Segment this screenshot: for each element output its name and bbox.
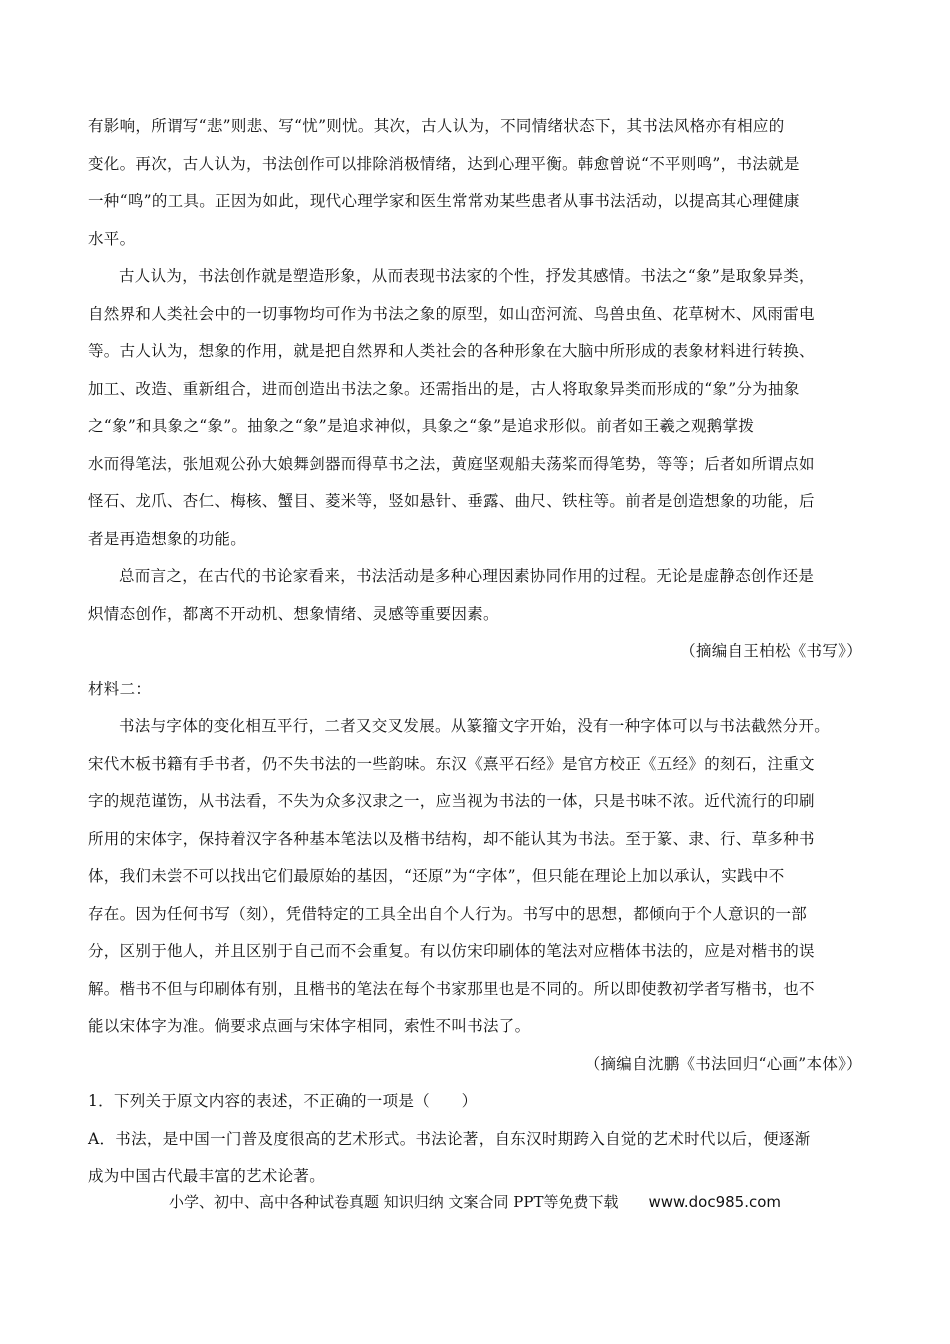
- text-line: 之“象”和具象之“象”。抽象之“象”是追求神似，具象之“象”是追求形似。前者如王羲之观鹅掌拨: [88, 417, 755, 435]
- text-line: 自然界和人类社会中的一切事物均可作为书法之象的原型，如山峦河流、鸟兽虫鱼、花草树木、风雨雷电: [88, 304, 815, 323]
- text-line: 体，我们未尝不可以找出它们最原始的基因，“还原”为“字体”，但只能在理论上加以承认，实践中不: [88, 867, 785, 885]
- text-line: 宋代木板书籍有手书者，仍不失书法的一些韵味。东汉《熹平石经》是官方校正《五经》的刻石，注重文: [88, 754, 815, 773]
- question-1: 1．下列关于原文内容的表述，不正确的一项是（ ）: [88, 1092, 478, 1110]
- text-line: 古人认为，书法创作就是塑造形象，从而表现书法家的个性，抒发其感情。书法之“象”是取象异类，: [119, 267, 815, 285]
- text-line: 字的规范谨饬，从书法看，不失为众多汉隶之一，应当视为书法的一体，只是书味不浓。近代流行的印刷: [88, 792, 815, 810]
- material1-paragraph-2: [88, 258, 862, 558]
- text-line: 水而得笔法，张旭观公孙大娘舞剑器而得草书之法，黄庭坚观船夫荡桨而得笔势，等等；后者如所谓点如: [88, 454, 815, 473]
- text-line: 炽情态创作，都离不开动机、想象情绪、灵感等重要因素。: [88, 604, 499, 623]
- page-footer: [0, 1190, 950, 1214]
- option-a: [88, 1121, 862, 1196]
- text-line: 能以宋体字为准。倘要求点画与宋体字相同，索性不叫书法了。: [88, 1017, 531, 1035]
- document-body: [88, 108, 862, 1196]
- text-line: 总而言之，在古代的书论家看来，书法活动是多种心理因素协同作用的过程。无论是虚静态创作还是: [119, 567, 815, 585]
- text-line: 等。古人认为，想象的作用，就是把自然界和人类社会的各种形象在大脑中所形成的表象材料进行转换、: [88, 342, 815, 360]
- text-line: A．书法，是中国一门普及度很高的艺术形式。书法论著，自东汉时期跨入自觉的艺术时代以后，便逐渐: [88, 1129, 811, 1148]
- material1-paragraph-1: [88, 108, 862, 258]
- text-line: 加工、改造、重新组合，进而创造出书法之象。还需指出的是，古人将取象异类而形成的“象”分为抽象: [88, 379, 800, 398]
- material1-paragraph-3: [88, 558, 862, 633]
- source-citation-2: （摘编自沈鹏《书法回归“心画”本体》）: [584, 1054, 862, 1073]
- footer-text: 小学、初中、高中各种试卷真题 知识归纳 文案合同 PPT等免费下载: [168, 1193, 619, 1211]
- text-line: 者是再造想象的功能。: [88, 529, 247, 548]
- text-line: 书法与字体的变化相互平行，二者又交叉发展。从篆籀文字开始，没有一种字体可以与书法截然分开。: [119, 717, 831, 735]
- text-line: 所用的宋体字，保持着汉字各种基本笔法以及楷书结构，却不能认其为书法。至于篆、隶、行、草多种书: [88, 829, 815, 848]
- material2-heading: 材料二：: [88, 679, 152, 698]
- text-line: 变化。再次，古人认为，书法创作可以排除消极情绪，达到心理平衡。韩愈曾说“不平则鸣”，书法就是: [88, 154, 800, 173]
- material2-paragraph: [88, 708, 862, 1046]
- text-line: 怪石、龙爪、杏仁、梅核、蟹目、菱米等，竖如悬针、垂露、曲尺、铁柱等。前者是创造想象的功能，后: [88, 492, 815, 510]
- footer-url[interactable]: www.doc985.com: [648, 1193, 782, 1211]
- text-line: 水平。: [88, 229, 136, 248]
- text-line: 成为中国古代最丰富的艺术论著。: [88, 1167, 326, 1185]
- text-line: 有影响，所谓写“悲”则悲、写“忧”则忧。其次，古人认为，不同情绪状态下，其书法风格亦有相应的: [88, 117, 785, 135]
- text-line: 存在。因为任何书写（刻），凭借特定的工具全出自个人行为。书写中的思想，都倾向于个人意识的一部: [88, 904, 808, 923]
- text-line: 解。楷书不但与印刷体有别，且楷书的笔法在每个书家那里也是不同的。所以即使教初学者写楷书，也不: [88, 979, 815, 998]
- text-line: 分，区别于他人，并且区别于自己而不会重复。有以仿宋印刷体的笔法对应楷体书法的，应是对楷书的误: [88, 942, 815, 960]
- text-line: 一种“鸣”的工具。正因为如此，现代心理学家和医生常常劝某些患者从事书法活动，以提高其心理健康: [88, 192, 800, 210]
- source-citation-1: （摘编自王柏松《书写》）: [680, 642, 862, 660]
